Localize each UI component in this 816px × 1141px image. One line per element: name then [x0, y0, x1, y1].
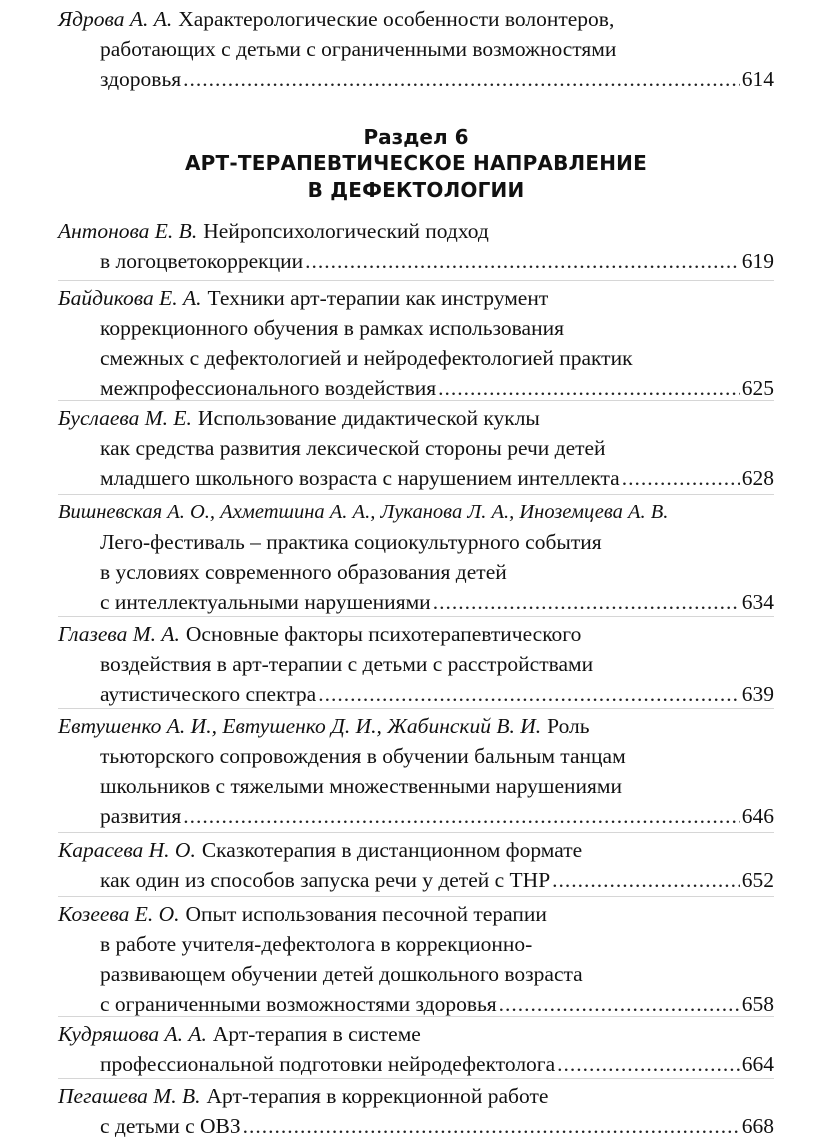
- toc-line: [58, 283, 774, 313]
- toc-line: [58, 1111, 774, 1141]
- toc-entry: [58, 616, 774, 709]
- toc-line: [58, 711, 774, 741]
- toc-line: [58, 246, 774, 276]
- toc-entry: [58, 896, 774, 1019]
- toc-line: [58, 313, 774, 343]
- toc-entry: [58, 494, 774, 617]
- toc-line: [58, 835, 774, 865]
- entry-title-line: аутистического спектра: [100, 682, 317, 706]
- entry-title-line: как один из способов запуска речи у детей с ТНР: [100, 868, 551, 892]
- dot-leader: [243, 1111, 740, 1141]
- toc-line: [58, 771, 774, 801]
- entry-title-line: Использование дидактической куклы: [197, 406, 540, 430]
- entry-author: Вишневская А. О., Ахметшина А. А., Луканова Л. А., Иноземцева А. В.: [58, 501, 669, 523]
- dot-leader: [305, 246, 740, 276]
- entry-title-line: смежных с дефектологией и нейродефектологией практик: [100, 346, 633, 370]
- entry-title-line: в логоцветокоррекции: [100, 249, 304, 273]
- entry-title-line: младшего школьного возраста с нарушением интеллекта: [100, 466, 620, 490]
- entry-title-line: Техники арт-терапии как инструмент: [207, 286, 549, 310]
- entry-title-line: профессиональной подготовки нейродефектолога: [100, 1052, 556, 1076]
- toc-entry: [58, 400, 774, 493]
- entry-title-line: в работе учителя-дефектолога в коррекционно-: [100, 932, 533, 956]
- entry-title-line: Арт-терапия в системе: [212, 1022, 421, 1046]
- toc-line: [58, 801, 774, 831]
- toc-line: [58, 989, 774, 1019]
- page-number: 625: [741, 376, 774, 400]
- entry-title-line: с интеллектуальными нарушениями: [100, 590, 431, 614]
- entry-title-line: Арт-терапия в коррекционной работе: [206, 1084, 549, 1108]
- entry-title-line: здоровья: [100, 67, 182, 91]
- entry-title-line: межпрофессионального воздействия: [100, 376, 437, 400]
- entry-author: Глазева М. А.: [58, 622, 180, 646]
- entry-author: Кудряшова А. А.: [58, 1022, 207, 1046]
- entry-title-line: развития: [100, 804, 182, 828]
- toc-line: [58, 216, 774, 246]
- entry-title-line: коррекционного обучения в рамках использования: [100, 316, 564, 340]
- entry-title-line: Нейропсихологический подход: [203, 219, 489, 243]
- toc-line: [58, 1019, 774, 1049]
- toc-line: [58, 929, 774, 959]
- toc-line: [58, 497, 774, 527]
- toc-line: [58, 433, 774, 463]
- entry-title-line: тьюторского сопровождения в обучении бальным танцам: [100, 744, 626, 768]
- entry-title-line: как средства развития лексической стороны речи детей: [100, 436, 606, 460]
- entry-title-line: Характерологические особенности волонтеров,: [178, 7, 615, 31]
- toc-line: [58, 557, 774, 587]
- toc-line: [58, 679, 774, 709]
- toc-line: [58, 619, 774, 649]
- entry-author: Буслаева М. Е.: [58, 406, 192, 430]
- toc-line: [58, 373, 774, 403]
- toc-line: [58, 64, 774, 94]
- dot-leader: [552, 865, 740, 895]
- toc-line: [58, 899, 774, 929]
- page-number: 628: [741, 466, 774, 490]
- page-number: 658: [741, 992, 774, 1016]
- toc-line: [58, 4, 774, 34]
- toc-line: [58, 741, 774, 771]
- dot-leader: [557, 1049, 740, 1079]
- section-label: Раздел 6: [363, 125, 469, 149]
- dot-leader: [183, 64, 740, 94]
- entry-author: Пегашева М. В.: [58, 1084, 201, 1108]
- toc-line: [58, 34, 774, 64]
- dot-leader: [438, 373, 740, 403]
- entry-title-line: с детьми с ОВЗ: [100, 1114, 241, 1138]
- dot-leader: [183, 801, 740, 831]
- toc-line: [58, 865, 774, 895]
- entry-author: Ядрова А. А.: [58, 7, 173, 31]
- entry-title-line: с ограниченными возможностями здоровья: [100, 992, 497, 1016]
- toc-entry: [58, 280, 774, 403]
- entry-author: Евтушенко А. И., Евтушенко Д. И., Жабинский В. И.: [58, 714, 542, 738]
- section-title-line2: В ДЕФЕКТОЛОГИИ: [307, 178, 525, 202]
- entry-author: Карасева Н. О.: [58, 838, 196, 862]
- page-number: 664: [741, 1052, 774, 1076]
- entry-title-line: Опыт использования песочной терапии: [185, 902, 547, 926]
- toc-line: [58, 343, 774, 373]
- toc-entry: [58, 708, 774, 831]
- page-number: 619: [741, 249, 774, 273]
- toc-entry-top: [58, 4, 774, 94]
- toc-line: [58, 587, 774, 617]
- entry-title-line: Сказкотерапия в дистанционном формате: [201, 838, 583, 862]
- page-number: 646: [741, 804, 774, 828]
- entry-title-line: развивающем обучении детей дошкольного возраста: [100, 962, 583, 986]
- entry-title-line: Роль: [547, 714, 590, 738]
- entry-title-line: школьников с тяжелыми множественными нарушениями: [100, 774, 623, 798]
- page-number: 634: [741, 590, 774, 614]
- toc-entry: [58, 216, 774, 276]
- toc-entry: [58, 1078, 774, 1141]
- entry-title-line: Лего-фестиваль – практика социокультурного события: [100, 530, 602, 554]
- entry-title-line: в условиях современного образования детей: [100, 560, 507, 584]
- toc-line: [58, 1049, 774, 1079]
- section-heading: [58, 124, 774, 204]
- entry-author: Байдикова Е. А.: [58, 286, 202, 310]
- toc-line: [58, 959, 774, 989]
- toc-line: [58, 1081, 774, 1111]
- entry-author: Антонова Е. В.: [58, 219, 198, 243]
- page-number: 614: [741, 67, 774, 91]
- page-number: 668: [741, 1114, 774, 1138]
- page-number: 639: [741, 682, 774, 706]
- dot-leader: [433, 587, 740, 617]
- toc-entry: [58, 832, 774, 895]
- toc-line: [58, 649, 774, 679]
- toc-line: [58, 463, 774, 493]
- entry-title-line: Основные факторы психотерапевтического: [185, 622, 582, 646]
- toc-entry: [58, 1016, 774, 1079]
- entry-author: Козеева Е. О.: [58, 902, 180, 926]
- entry-title-line: воздействия в арт-терапии с детьми с расстройствами: [100, 652, 594, 676]
- dot-leader: [622, 463, 740, 493]
- dot-leader: [499, 989, 740, 1019]
- section-title-line1: АРТ-ТЕРАПЕВТИЧЕСКОЕ НАПРАВЛЕНИЕ: [185, 151, 647, 175]
- page-number: 652: [741, 868, 774, 892]
- toc-line: [58, 403, 774, 433]
- entry-title-line: работающих с детьми с ограниченными возможностями: [100, 37, 617, 61]
- toc-line: [58, 527, 774, 557]
- dot-leader: [318, 679, 740, 709]
